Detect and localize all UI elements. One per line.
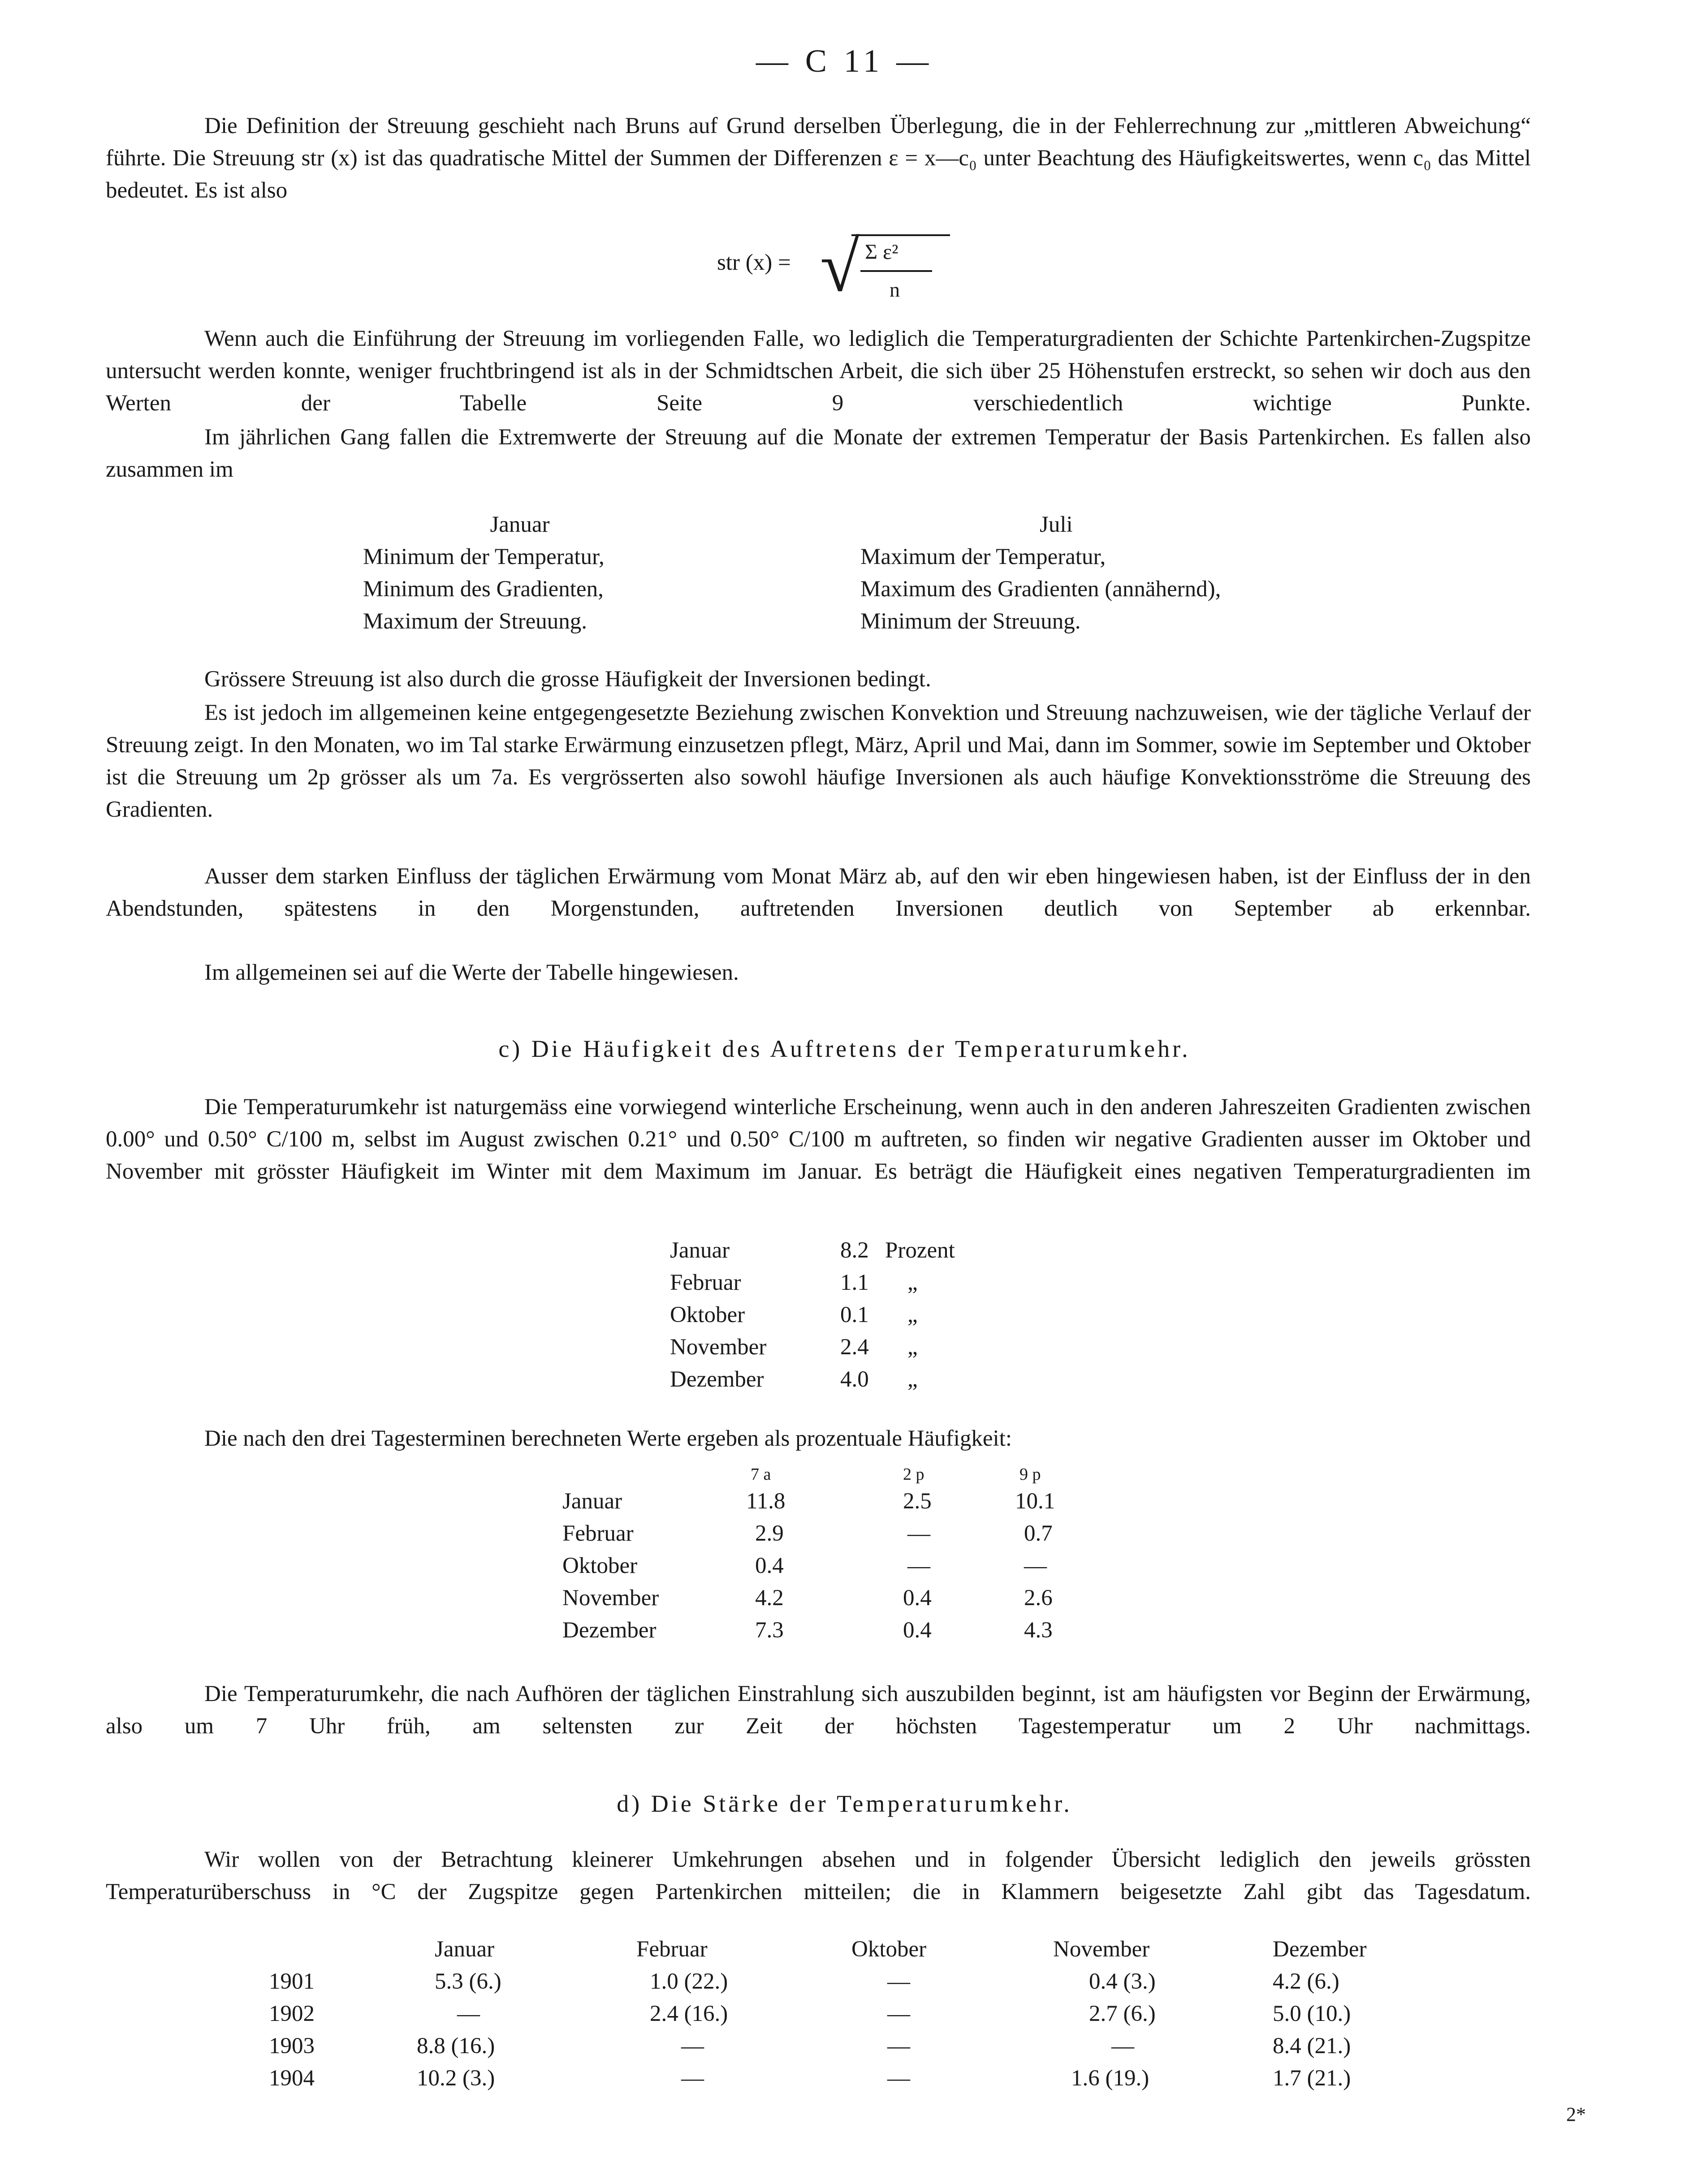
comparison-left-line: Minimum der Temperatur, [363, 544, 605, 569]
table-row [562, 1614, 1145, 1646]
comparison-left-line: Minimum des Gradienten, [363, 577, 604, 602]
comparison-juli [860, 508, 1353, 638]
formula-lhs: str (x) = [717, 250, 791, 275]
value-cell: 5.3 (6.) [435, 1969, 501, 1994]
comparison-left-title: Januar [490, 512, 550, 537]
value-cell: 8.2 [840, 1238, 869, 1263]
comparison-left-line: Maximum der Streuung. [363, 609, 587, 634]
table-row [269, 1965, 1434, 1998]
month-cell: Dezember [670, 1367, 764, 1392]
formula-numerator: Σ ε² [865, 240, 898, 264]
value-cell: 0.4 (3.) [1089, 1969, 1156, 1994]
heading-haeufigkeit: c) Die Häufigkeit des Auftretens der Temperaturumkehr. [498, 1035, 1191, 1062]
month-cell: Januar [562, 1489, 622, 1514]
table-header-row [562, 1458, 1145, 1485]
value-cell: 2.5 [903, 1489, 932, 1514]
frequency-table [670, 1234, 1028, 1396]
value-cell: 1.0 (22.) [650, 1969, 728, 1994]
unit-cell: „ [907, 1367, 918, 1392]
paragraph-einfluss: Ausser dem starken Einfluss der täglichen Erwärmung vom Monat März ab, auf den wir eben hingewiesen haben, ist der Einfluss der in den Abendstunden, spätestens in den Morgenstunden, auftretenden Inversionen deutlich von September ab erkennbar. [106, 864, 1531, 921]
term-table [562, 1458, 1145, 1646]
paragraph-tabelle: Im allgemeinen sei auf die Werte der Tabelle hingewiesen. [204, 960, 739, 985]
table-row [269, 2062, 1434, 2094]
radical-bar [851, 234, 950, 236]
value-cell: — [681, 2033, 704, 2059]
paragraph-definition: Die Definition der Streuung geschieht nach Bruns auf Grund derselben Überlegung, die in der Fehlerrechnung zur „mittleren Abweichung“ führte. Die Streuung str (x) ist das quadratische Mittel der Summen der Differenzen ε = x—c₀ unter Beachtung des Häufigkeitswertes, wenn c₀ das Mittel bedeutet. Es ist also [106, 113, 1531, 203]
paragraph-einstrahlung: Die Temperaturumkehr, die nach Aufhören der täglichen Einstrahlung sich auszubilden beginnt, ist am häufigsten vor Beginn der Erwärmung, also um 7 Uhr früh, am seltensten zur Zeit der höchsten Tagestemperatur um 2 Uhr nachmittags. [106, 1681, 1531, 1739]
value-cell: 7.3 [755, 1618, 784, 1643]
value-cell: — [887, 2066, 910, 2091]
month-cell: Dezember [562, 1618, 657, 1643]
value-cell: 4.2 [755, 1585, 784, 1611]
value-cell: 0.7 [1024, 1521, 1053, 1546]
table-row [670, 1266, 1028, 1299]
month-cell: November [670, 1335, 767, 1360]
paragraph-jaehrlicher-gang: Im jährlichen Gang fallen die Extremwerte der Streuung auf die Monate der extremen Temperatur der Basis Partenkirchen. Es fallen also zusammen im [106, 425, 1531, 482]
unit-cell: Prozent [885, 1238, 955, 1263]
paragraph-groessere-streuung: Grössere Streuung ist also durch die grosse Häufigkeit der Inversionen bedingt. [204, 667, 931, 692]
value-cell: 10.1 [1015, 1489, 1055, 1514]
value-cell: 2.6 [1024, 1585, 1053, 1611]
comparison-right-line: Minimum der Streuung. [860, 609, 1081, 634]
month-cell: Februar [562, 1521, 634, 1546]
table-row [562, 1517, 1145, 1550]
table-row [269, 1998, 1434, 2030]
table-row [562, 1485, 1145, 1517]
table-header-row [269, 1933, 1434, 1965]
paragraph-einfuehrung: Wenn auch die Einführung der Streuung im vorliegenden Falle, wo lediglich die Temperaturgradienten der Schichte Partenkirchen-Zugspitze untersucht werden konnte, weniger fruchtbringend ist als in der Schmidtschen Arbeit, die sich über 25 Höhenstufen erstreckt, so sehen wir doch aus den Werten der Tabelle Seite 9 verschiedentlich wichtige Punkte. [106, 326, 1531, 416]
table-row [562, 1550, 1145, 1582]
value-cell: 0.4 [903, 1585, 932, 1611]
paragraph-uebersicht: Wir wollen von der Betrachtung kleinerer Umkehrungen absehen und in folgender Übersicht lediglich den jeweils grössten Temperaturüberschuss in °C der Zugspitze gegen Partenkirchen mitteilen; die in Klammern beigesetzte Zahl gibt das Tagesdatum. [106, 1847, 1531, 1904]
header-cell: Dezember [1273, 1937, 1367, 1962]
value-cell: 2.7 (6.) [1089, 2001, 1156, 2026]
header-cell: 7 a [751, 1465, 771, 1484]
paragraph-konvektion: Es ist jedoch im allgemeinen keine entgegengesetzte Beziehung zwischen Konvektion und Streuung nachzuweisen, wie der tägliche Verlauf der Streuung zeigt. In den Monaten, wo im Tal starke Erwärmung einzusetzen pflegt, März, April und Mai, dann im Sommer, sowie im September und Oktober ist die Streuung um 2p grösser als um 7a. Es vergrösserten also sowohl häufige Inversionen als auch häufige Konvektionsströme die Streuung des Gradienten. [106, 700, 1531, 822]
unit-cell: „ [907, 1335, 918, 1360]
value-cell: 2.9 [755, 1521, 784, 1546]
value-cell: 1.1 [840, 1270, 869, 1295]
month-cell: November [562, 1585, 659, 1611]
page-header: — C 11 — [756, 43, 933, 79]
value-cell: 4.3 [1024, 1618, 1053, 1643]
value-cell: — [1111, 2033, 1134, 2059]
header-cell: 2 p [903, 1465, 924, 1484]
value-cell: 1.7 (21.) [1273, 2066, 1351, 2091]
value-cell: 4.0 [840, 1367, 869, 1392]
value-cell: — [907, 1553, 930, 1578]
value-cell: 8.8 (16.) [417, 2033, 495, 2059]
table-row [670, 1234, 1028, 1266]
header-cell: Januar [435, 1937, 495, 1962]
header-cell: 9 p [1019, 1465, 1041, 1484]
formula-denominator: n [890, 278, 900, 301]
paragraph-tagestermine: Die nach den drei Tagesterminen berechneten Werte ergeben als prozentuale Häufigkeit: [204, 1426, 1012, 1451]
value-cell: 0.1 [840, 1302, 869, 1327]
header-cell: Februar [636, 1937, 708, 1962]
value-cell: 0.4 [755, 1553, 784, 1578]
month-cell: Februar [670, 1270, 741, 1295]
value-cell: 4.2 (6.) [1273, 1969, 1339, 1994]
month-cell: Oktober [670, 1302, 745, 1327]
value-cell: 11.8 [746, 1489, 786, 1514]
value-cell: — [457, 2001, 480, 2026]
header-cell: November [1053, 1937, 1150, 1962]
unit-cell: „ [907, 1270, 918, 1295]
fraction-bar [860, 270, 932, 272]
table-row [670, 1331, 1028, 1363]
year-cell: 1902 [269, 2001, 315, 2026]
table-row [269, 2030, 1434, 2062]
month-cell: Januar [670, 1238, 730, 1263]
streuung-formula [717, 226, 986, 316]
year-cell: 1904 [269, 2066, 315, 2091]
comparison-januar [363, 508, 677, 638]
value-cell: 2.4 (16.) [650, 2001, 728, 2026]
month-cell: Oktober [562, 1553, 638, 1578]
value-cell: 2.4 [840, 1335, 869, 1360]
value-cell: 5.0 (10.) [1273, 2001, 1351, 2026]
value-cell: 8.4 (21.) [1273, 2033, 1351, 2059]
year-cell: 1901 [269, 1969, 315, 1994]
page-number: 2* [1566, 2103, 1586, 2125]
value-cell: — [1024, 1553, 1047, 1578]
heading-staerke: d) Die Stärke der Temperaturumkehr. [617, 1790, 1072, 1817]
table-row [562, 1582, 1145, 1614]
comparison-right-line: Maximum der Temperatur, [860, 544, 1106, 569]
value-cell: — [887, 2033, 910, 2059]
comparison-right-title: Juli [1040, 512, 1073, 537]
value-cell: 1.6 (19.) [1071, 2066, 1149, 2091]
value-cell: 10.2 (3.) [417, 2066, 495, 2091]
value-cell: — [907, 1521, 930, 1546]
table-row [670, 1363, 1028, 1396]
year-table [269, 1933, 1434, 2094]
year-cell: 1903 [269, 2033, 315, 2059]
radical-sign: √ [820, 227, 860, 306]
header-cell: Oktober [851, 1937, 927, 1962]
value-cell: — [681, 2066, 704, 2091]
value-cell: — [887, 1969, 910, 1994]
value-cell: 0.4 [903, 1618, 932, 1643]
comparison-right-line: Maximum des Gradienten (annähernd), [860, 577, 1221, 602]
value-cell: — [887, 2001, 910, 2026]
paragraph-temperaturumkehr: Die Temperaturumkehr ist naturgemäss eine vorwiegend winterliche Erscheinung, wenn auch in den anderen Jahreszeiten Gradienten zwischen 0.00° und 0.50° C/100 m, selbst im August zwischen 0.21° und 0.50° C/100 m auftreten, so finden wir negative Gradienten ausser im Oktober und November mit grösster Häufigkeit im Winter mit dem Maximum im Januar. Es beträgt die Häufigkeit eines negativen Temperaturgradienten im [106, 1094, 1531, 1184]
table-row [670, 1299, 1028, 1331]
unit-cell: „ [907, 1302, 918, 1327]
